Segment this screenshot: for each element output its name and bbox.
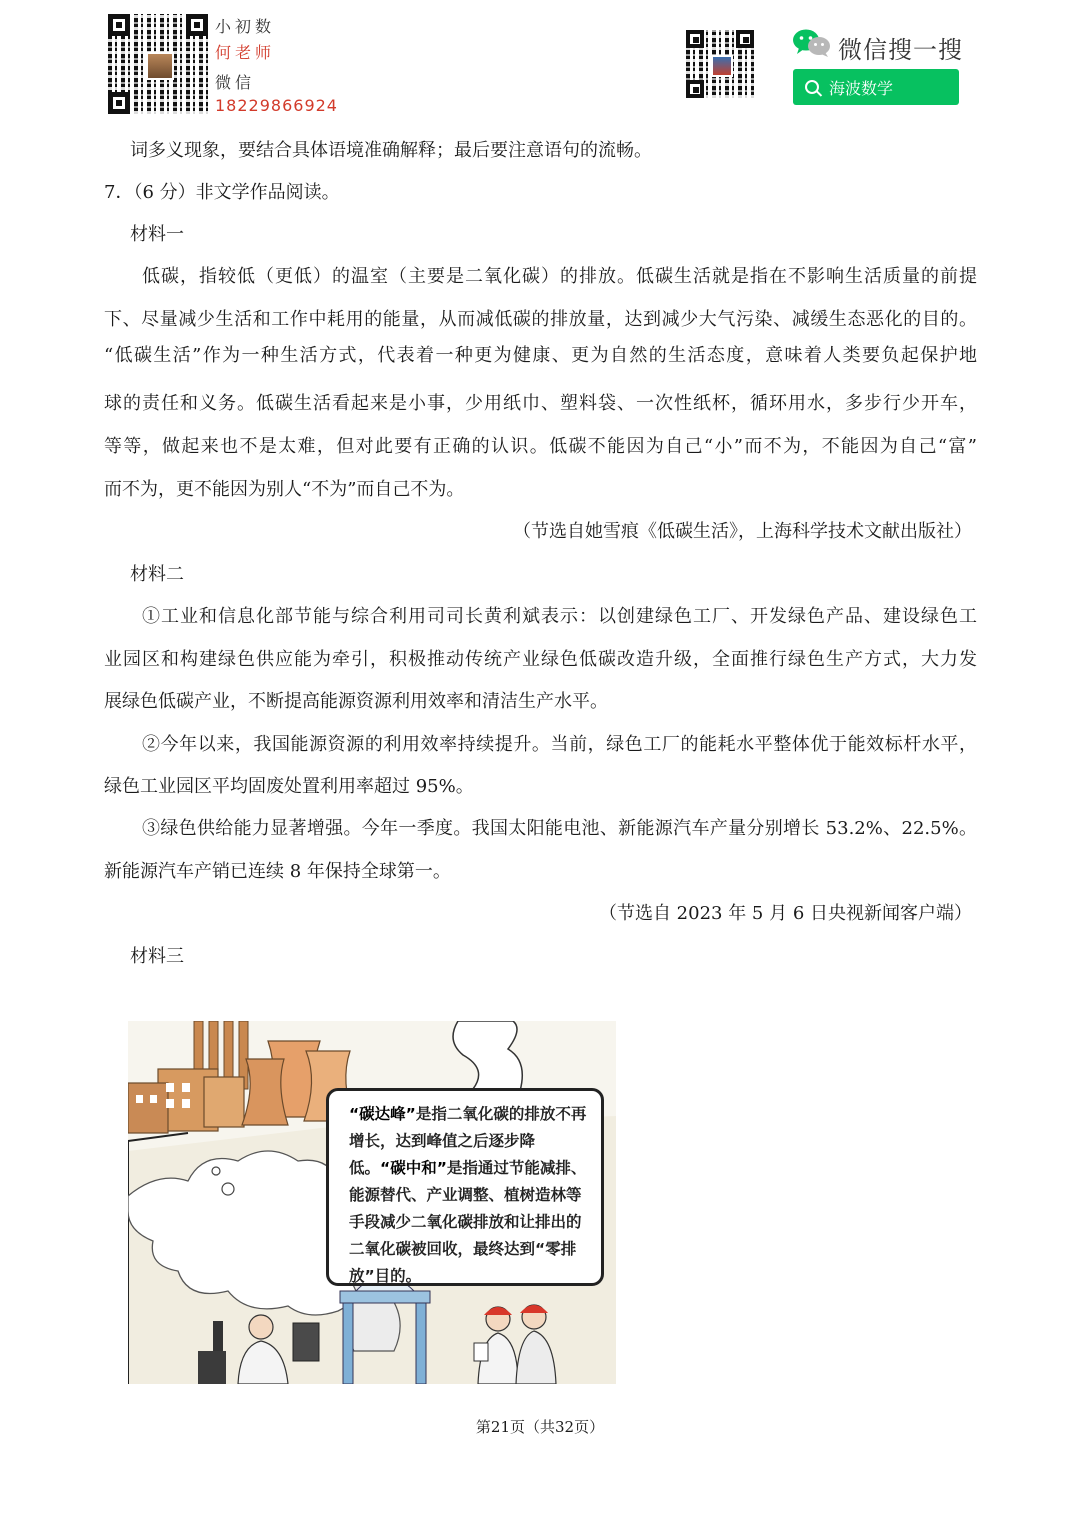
qr-code-account: [686, 30, 754, 98]
paragraph-line: ③绿色供给能力显著增强。今年一季度。我国太阳能电池、新能源汽车产量分别增长 53.2%、22.5%。: [142, 818, 977, 839]
search-icon: [805, 80, 819, 94]
paragraph-line: 绿色工业园区平均固废处置利用率超过 95%。: [104, 776, 474, 797]
paragraph-line: 新能源汽车产销已连续 8 年保持全球第一。: [104, 861, 451, 882]
wechat-search-label: 海波数学: [829, 78, 894, 98]
question-heading: 7．（6 分）非文学作品阅读。: [104, 182, 340, 203]
avatar: [146, 52, 174, 80]
section-heading: 材料三: [130, 946, 184, 967]
speech-bubble: [326, 1088, 604, 1286]
paragraph-line: 等等，做起来也不是太难，但对此要有正确的认识。低碳不能因为自己“小”而不为，不能因为自己“富”: [104, 436, 977, 457]
source-citation: （节选自 2023 年 5 月 6 日央视新闻客户端）: [598, 903, 972, 924]
term-carbon-neutral: “碳中和”: [380, 1159, 447, 1177]
paragraph-line: 词多义现象，要结合具体语境准确解释；最后要注意语句的流畅。: [130, 140, 652, 161]
paragraph-line: ①工业和信息化部节能与综合利用司司长黄利斌表示：以创建绿色工厂、开发绿色产品、建设绿色工: [142, 606, 977, 627]
carbon-cartoon-illustration: [128, 1021, 616, 1384]
paragraph-line: “低碳生活”作为一种生活方式，代表着一种更为健康、更为自然的生活态度，意味着人类要负起保护地: [104, 345, 977, 366]
paragraph-line: 而不为，更不能因为别人“不为”而自己不为。: [104, 479, 465, 500]
handwriting-line: 微信: [215, 73, 256, 92]
paragraph-line: 下、尽量减少生活和工作中耗用的能量，从而减低碳的排放量，达到减少大气污染、减缓生态恶化的目的。: [104, 309, 977, 330]
wechat-search-button[interactable]: [793, 69, 959, 105]
wechat-search-icon: [792, 28, 832, 58]
paragraph-line: 业园区和构建绿色供应能为牵引，积极推动传统产业绿色低碳改造升级，全面推行绿色生产方式，大力发: [104, 649, 977, 670]
handwriting-line: 何老师: [215, 43, 276, 62]
qr-code-teacher: [108, 14, 208, 114]
term-carbon-peak: “碳达峰”: [349, 1105, 416, 1123]
definition-text: 是指通过节能减排、能源替代、产业调整、植树造林等手段减少二氧化碳排放和让排出的二氧化碳被回收，最终达到“零排放”目的。: [349, 1159, 587, 1285]
paragraph-line: 球的责任和义务。低碳生活看起来是小事，少用纸巾、塑料袋、一次性纸杯，循环用水，多步行少开车，: [104, 393, 977, 414]
section-heading: 材料二: [130, 564, 184, 585]
paragraph-line: 展绿色低碳产业，不断提高能源资源利用效率和清洁生产水平。: [104, 691, 608, 712]
wechat-search-title: 微信搜一搜: [838, 36, 963, 64]
page-number: 第21页（共32页）: [475, 1418, 605, 1436]
definition-text: 是指二氧化碳的排放不再增长，达到峰值之后逐步降低。: [349, 1105, 587, 1177]
source-citation: （节选自她雪痕《低碳生活》，上海科学技术文献出版社）: [513, 521, 972, 542]
section-heading: 材料一: [130, 224, 184, 245]
handwriting-line: 小初数: [215, 17, 276, 36]
paragraph-line: ②今年以来，我国能源资源的利用效率持续提升。当前，绿色工厂的能耗水平整体优于能效标杆水平，: [142, 734, 977, 755]
paragraph-line: 低碳，指较低（更低）的温室（主要是二氧化碳）的排放。低碳生活就是指在不影响生活质量的前提: [142, 266, 977, 287]
handwriting-phone: 18229866924: [215, 96, 338, 115]
